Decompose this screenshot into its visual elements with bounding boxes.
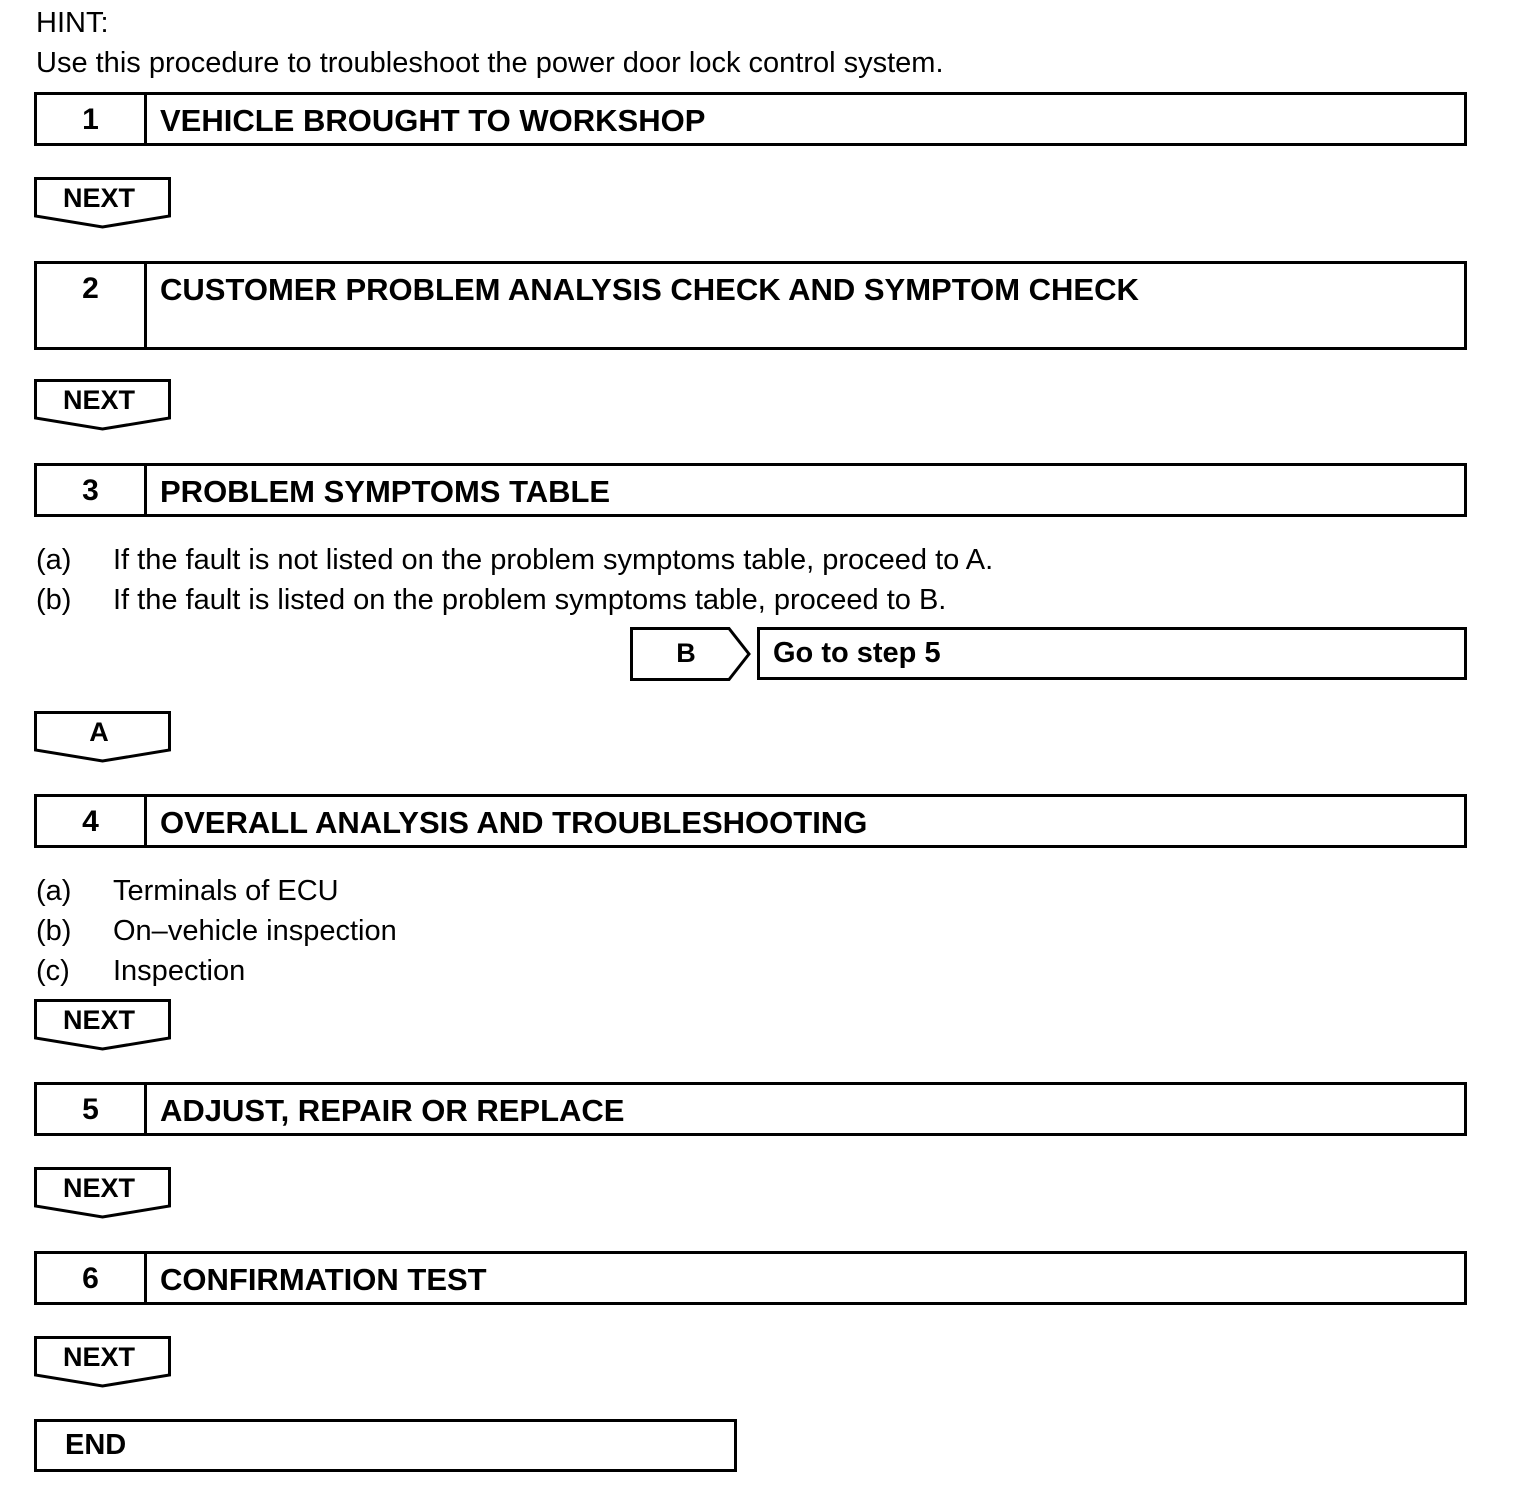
step-3-box — [34, 463, 1467, 517]
item-text: If the fault is not listed on the problem symptoms table, proceed to A. — [113, 544, 994, 576]
next-label: NEXT — [62, 183, 135, 213]
item-marker: (a) — [36, 875, 72, 907]
step-number: 6 — [37, 1254, 147, 1302]
step-title: OVERALL ANALYSIS AND TROUBLESHOOTING — [160, 805, 868, 840]
end-box: END — [34, 1419, 737, 1472]
hint-heading: HINT: — [36, 7, 109, 39]
step-number: 2 — [37, 264, 147, 347]
step-5-box — [34, 1082, 1467, 1136]
step-number: 5 — [37, 1085, 147, 1133]
step-title: ADJUST, REPAIR OR REPLACE — [160, 1093, 625, 1128]
item-marker: (c) — [36, 955, 70, 987]
list-item — [36, 873, 339, 909]
item-text: On–vehicle inspection — [113, 915, 397, 947]
step-number: 3 — [37, 466, 147, 514]
step-number: 1 — [37, 95, 147, 143]
step-4-box — [34, 794, 1467, 848]
next-label: NEXT — [62, 385, 135, 415]
next-tag — [34, 379, 171, 431]
step-6-box — [34, 1251, 1467, 1305]
branch-a-tag — [34, 711, 171, 763]
item-marker: (b) — [36, 584, 72, 616]
step-title: PROBLEM SYMPTOMS TABLE — [160, 474, 611, 509]
hint-text: Use this procedure to troubleshoot the power door lock control system. — [36, 47, 944, 79]
step-2-box — [34, 261, 1467, 350]
step-title: CONFIRMATION TEST — [160, 1262, 487, 1297]
list-item — [36, 542, 993, 578]
next-label: NEXT — [62, 1005, 135, 1035]
item-text: Terminals of ECU — [113, 875, 339, 907]
next-label: NEXT — [62, 1342, 135, 1372]
branch-b-action: Go to step 5 — [757, 627, 1467, 680]
item-text: If the fault is listed on the problem symptoms table, proceed to B. — [113, 584, 947, 616]
branch-b-label: B — [676, 638, 696, 668]
step-number: 4 — [37, 797, 147, 845]
item-text: Inspection — [113, 955, 246, 987]
item-marker: (a) — [36, 544, 72, 576]
step-title: VEHICLE BROUGHT TO WORKSHOP — [160, 103, 706, 138]
list-item — [36, 582, 946, 618]
next-label: NEXT — [62, 1173, 135, 1203]
step-title: CUSTOMER PROBLEM ANALYSIS CHECK AND SYMPTOM CHECK — [160, 272, 1139, 307]
list-item — [36, 913, 397, 949]
list-item — [36, 953, 245, 989]
next-tag — [34, 1167, 171, 1219]
item-marker: (b) — [36, 915, 72, 947]
step-1-box — [34, 92, 1467, 146]
next-tag — [34, 1336, 171, 1388]
branch-a-label: A — [89, 717, 109, 747]
next-tag — [34, 999, 171, 1051]
next-tag — [34, 177, 171, 229]
branch-b-tag — [630, 627, 752, 681]
